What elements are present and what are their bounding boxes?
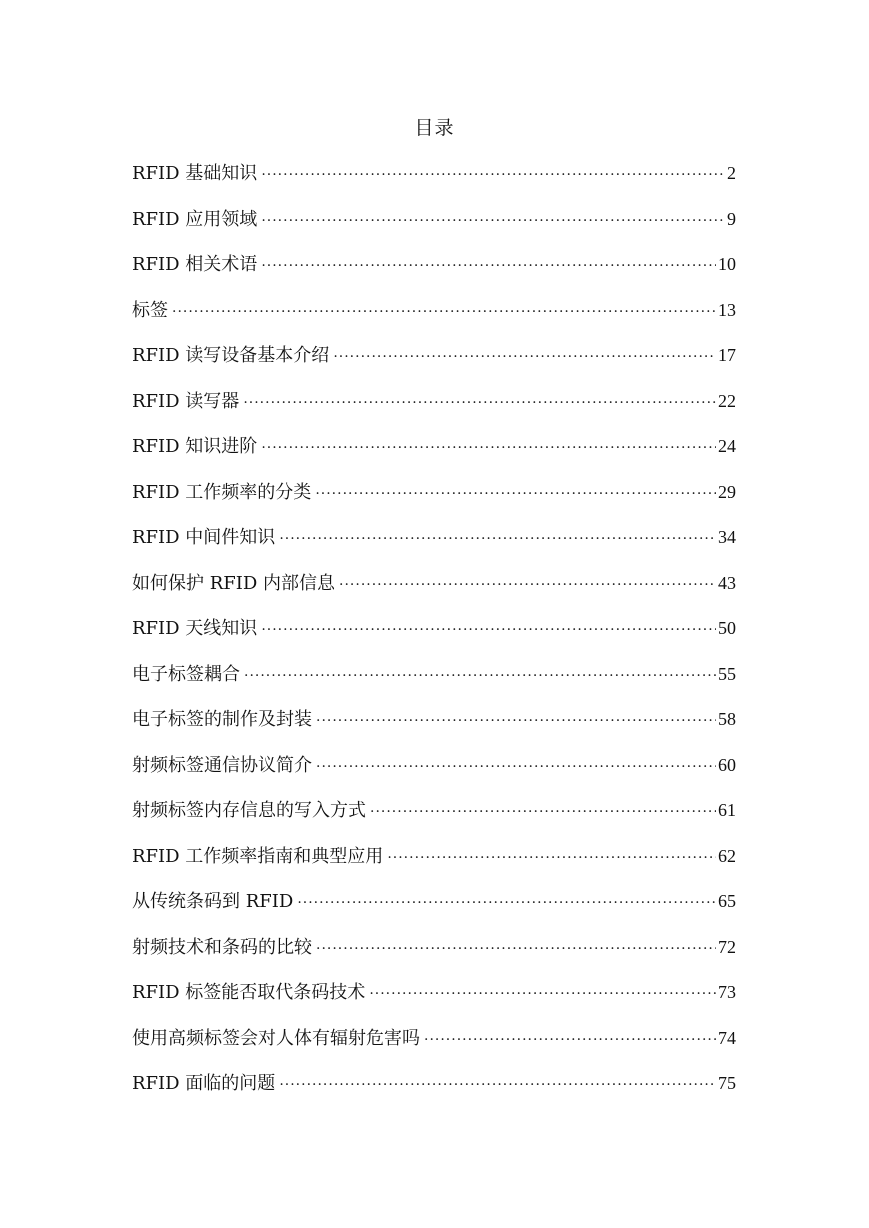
toc-leader-dots: [316, 937, 716, 961]
toc-entry[interactable]: [132, 525, 736, 571]
toc-list: [132, 161, 736, 1117]
toc-page-number: 22: [718, 390, 736, 411]
toc-entry[interactable]: [132, 252, 736, 298]
toc-leader-dots: [369, 982, 716, 1006]
toc-entry[interactable]: [132, 753, 736, 799]
toc-entry-text: RFID 应用领域: [132, 208, 258, 230]
toc-leader-dots: [279, 527, 716, 551]
toc-entry[interactable]: [132, 571, 736, 617]
toc-entry-text: 射频标签内存信息的写入方式: [132, 800, 366, 821]
toc-page-number: 17: [718, 345, 736, 365]
toc-page-number: 60: [718, 754, 736, 775]
toc-page-number: 58: [718, 709, 736, 729]
toc-entry[interactable]: [132, 889, 736, 935]
toc-leader-dots: [261, 254, 716, 278]
toc-page-number: 61: [718, 800, 736, 820]
toc-entry-text: 电子标签耦合: [132, 663, 240, 685]
toc-entry-text: 标签: [132, 299, 168, 321]
toc-page-number: 9: [727, 208, 736, 229]
toc-leader-dots: [243, 391, 716, 415]
toc-entry-text: RFID 基础知识: [132, 163, 258, 184]
toc-page-number: 72: [718, 936, 736, 957]
toc-entry[interactable]: [132, 343, 736, 389]
toc-leader-dots: [333, 345, 716, 369]
toc-entry[interactable]: [132, 161, 736, 207]
toc-entry-text: RFID 标签能否取代条码技术: [132, 982, 366, 1003]
toc-page-number: 13: [718, 299, 736, 320]
toc-leader-dots: [424, 1028, 716, 1052]
toc-page-number: 74: [718, 1027, 736, 1048]
toc-leader-dots: [261, 436, 716, 460]
toc-page-number: 55: [718, 663, 736, 684]
toc-leader-dots: [370, 800, 716, 824]
toc-entry[interactable]: [132, 935, 736, 981]
toc-entry-text: RFID 读写设备基本介绍: [132, 345, 330, 366]
toc-leader-dots: [315, 482, 716, 506]
toc-entry[interactable]: [132, 434, 736, 480]
toc-page-number: 10: [718, 254, 736, 274]
toc-entry[interactable]: [132, 1071, 736, 1117]
toc-page-number: 34: [718, 527, 736, 547]
toc-entry-text: 电子标签的制作及封装: [132, 709, 312, 730]
toc-entry-text: 射频标签通信协议简介: [132, 754, 312, 776]
toc-entry[interactable]: [132, 616, 736, 662]
toc-page-number: 62: [718, 845, 736, 866]
toc-entry[interactable]: [132, 662, 736, 708]
toc-leader-dots: [261, 618, 716, 642]
toc-leader-dots: [316, 755, 716, 779]
toc-entry[interactable]: [132, 1026, 736, 1072]
toc-entry[interactable]: [132, 707, 736, 753]
toc-page-number: 43: [718, 572, 736, 593]
toc-entry[interactable]: [132, 844, 736, 890]
toc-leader-dots: [279, 1073, 716, 1097]
toc-entry-text: 使用高频标签会对人体有辐射危害吗: [132, 1027, 420, 1049]
toc-title: 目录: [414, 117, 455, 139]
toc-entry[interactable]: [132, 389, 736, 435]
toc-entry-text: RFID 面临的问题: [132, 1073, 276, 1094]
toc-entry-text: RFID 知识进阶: [132, 436, 258, 457]
toc-page-number: 75: [718, 1073, 736, 1093]
toc-entry-text: RFID 读写器: [132, 390, 240, 412]
toc-entry-text: RFID 相关术语: [132, 254, 258, 275]
toc-entry-text: 从传统条码到 RFID: [132, 891, 294, 912]
toc-leader-dots: [316, 709, 716, 733]
toc-leader-dots: [172, 300, 716, 324]
toc-entry-text: 如何保护 RFID 内部信息: [132, 572, 336, 594]
toc-entry[interactable]: [132, 207, 736, 253]
toc-entry[interactable]: [132, 980, 736, 1026]
toc-page-number: 50: [718, 618, 736, 638]
toc-entry-text: RFID 工作频率指南和典型应用: [132, 845, 384, 867]
toc-leader-dots: [387, 846, 716, 870]
toc-page-number: 65: [718, 891, 736, 911]
toc-leader-dots: [261, 209, 725, 233]
toc-entry-text: RFID 天线知识: [132, 618, 258, 639]
toc-leader-dots: [261, 163, 725, 187]
toc-page-number: 29: [718, 481, 736, 502]
toc-entry-text: RFID 中间件知识: [132, 527, 276, 548]
toc-entry-text: RFID 工作频率的分类: [132, 481, 312, 503]
toc-leader-dots: [297, 891, 716, 915]
toc-entry[interactable]: [132, 298, 736, 344]
toc-leader-dots: [339, 573, 716, 597]
toc-page-number: 73: [718, 982, 736, 1002]
toc-page-number: 2: [727, 163, 736, 183]
toc-leader-dots: [244, 664, 716, 688]
toc-entry[interactable]: [132, 798, 736, 844]
toc-entry[interactable]: [132, 480, 736, 526]
toc-entry-text: 射频技术和条码的比较: [132, 936, 312, 958]
toc-page-number: 24: [718, 436, 736, 456]
